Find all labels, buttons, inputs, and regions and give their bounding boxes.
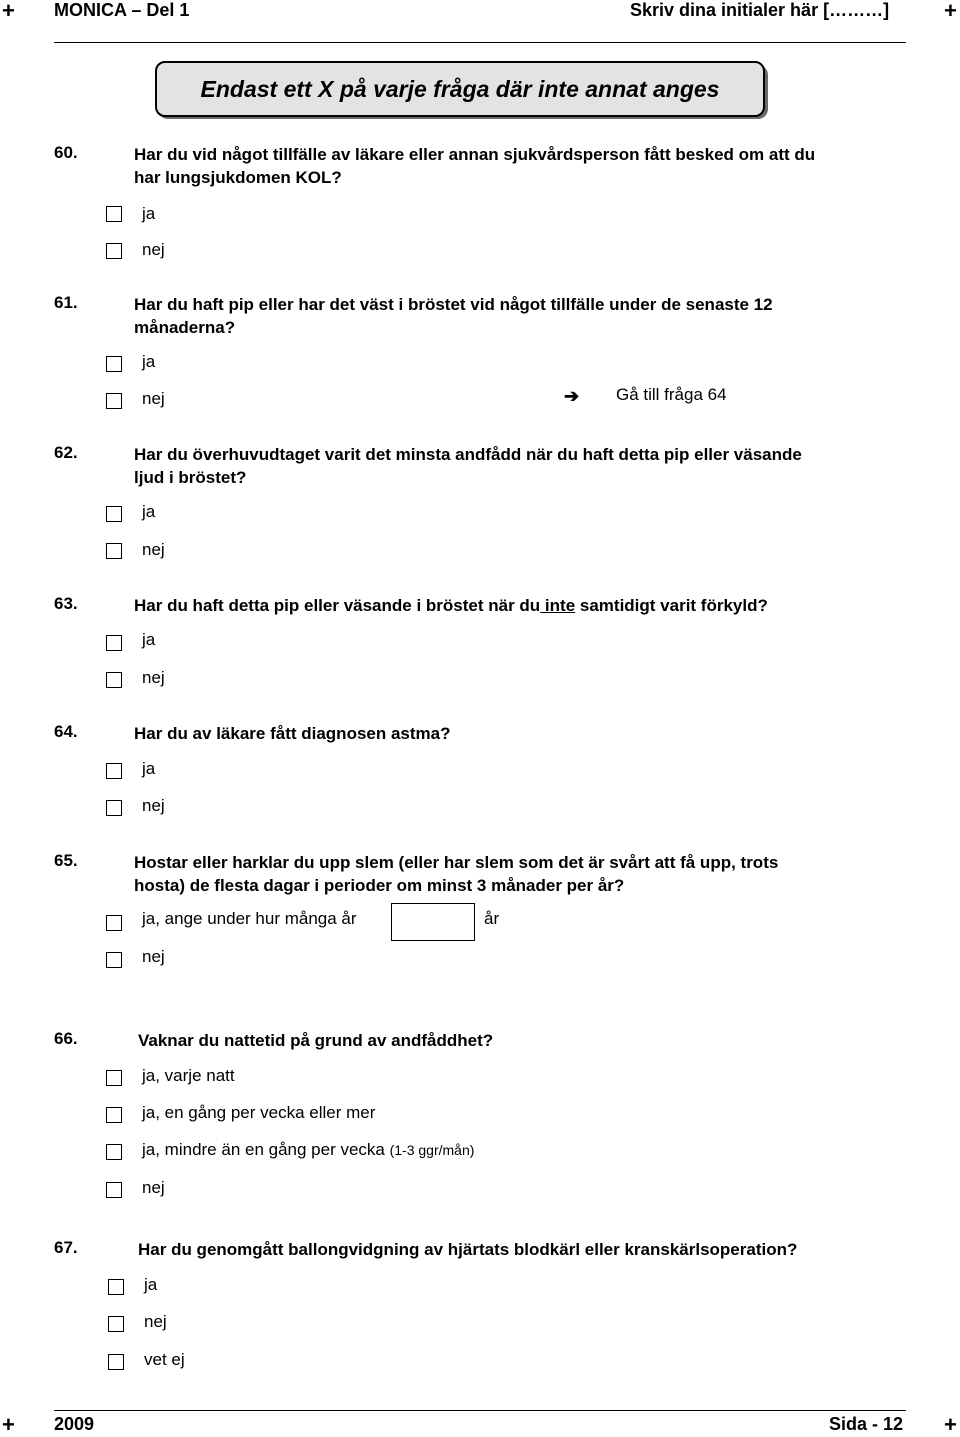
option-label: ja xyxy=(142,759,156,778)
checkbox-ja[interactable] xyxy=(106,356,122,372)
option-label: nej xyxy=(142,947,165,966)
initials-prompt: Skriv dina initialer här [………] xyxy=(630,0,890,20)
option-label: nej xyxy=(142,540,165,559)
checkbox-nej[interactable] xyxy=(108,1316,124,1332)
checkbox-nej[interactable] xyxy=(106,243,122,259)
option-label: nej xyxy=(142,668,165,687)
checkbox-ja[interactable] xyxy=(106,915,122,931)
question-line: Har du haft pip eller har det väst i bröstet vid något tillfälle under de senaste 12 xyxy=(134,295,773,314)
option-label: ja xyxy=(142,502,156,521)
registration-mark: + xyxy=(2,0,15,23)
form-title: MONICA – Del 1 xyxy=(54,0,190,20)
checkbox-ja-mindre[interactable] xyxy=(106,1144,122,1160)
checkbox-ja[interactable] xyxy=(108,1279,124,1295)
instruction-banner: Endast ett X på varje fråga där inte annat anges xyxy=(155,61,765,117)
checkbox-ja[interactable] xyxy=(106,635,122,651)
unit-label: år xyxy=(484,909,500,928)
option-suffix: (1-3 ggr/mån) xyxy=(389,1142,475,1158)
header-divider xyxy=(54,42,906,43)
registration-mark: + xyxy=(944,0,957,23)
option-label xyxy=(142,1140,474,1160)
registration-mark: + xyxy=(2,1412,15,1437)
option-label: nej xyxy=(144,1312,167,1331)
skip-instruction: Gå till fråga 64 xyxy=(616,385,727,404)
question-text xyxy=(134,594,894,617)
question-number: 63. xyxy=(54,594,78,613)
option-label: ja, en gång per vecka eller mer xyxy=(142,1103,376,1122)
question-line: månaderna? xyxy=(134,318,236,337)
question-text: Har du genomgått ballongvidgning av hjärtats blodkärl eller kranskärlsoperation? xyxy=(138,1240,798,1259)
question-number: 65. xyxy=(54,851,78,870)
question-text-part: Har du haft detta pip eller väsande i bröstet när du xyxy=(134,596,541,615)
registration-mark: + xyxy=(944,1412,957,1437)
checkbox-nej[interactable] xyxy=(106,543,122,559)
checkbox-ja-per-vecka[interactable] xyxy=(106,1107,122,1123)
checkbox-nej[interactable] xyxy=(106,393,122,409)
question-text xyxy=(134,293,894,339)
checkbox-nej[interactable] xyxy=(106,800,122,816)
question-text xyxy=(134,443,894,489)
question-number: 60. xyxy=(54,143,78,162)
question-line: hosta) de flesta dagar i perioder om minst 3 månader per år? xyxy=(134,876,625,895)
question-text: Har du av läkare fått diagnosen astma? xyxy=(134,724,451,743)
checkbox-nej[interactable] xyxy=(106,952,122,968)
checkbox-nej[interactable] xyxy=(106,1182,122,1198)
option-label: ja xyxy=(142,204,156,223)
question-line: Har du överhuvudtaget varit det minsta andfådd när du haft detta pip eller väsande xyxy=(134,445,802,464)
question-line: Har du vid något tillfälle av läkare eller annan sjukvårdsperson fått besked om att du xyxy=(134,145,816,164)
question-line: ljud i bröstet? xyxy=(134,468,247,487)
option-label: ja xyxy=(144,1275,158,1294)
option-label: nej xyxy=(142,796,165,815)
question-text: Vaknar du nattetid på grund av andfåddhet? xyxy=(138,1031,494,1050)
page-number: Sida - 12 xyxy=(829,1414,904,1434)
footer-year: 2009 xyxy=(54,1414,95,1434)
checkbox-vet-ej[interactable] xyxy=(108,1354,124,1370)
option-label: nej xyxy=(142,389,165,408)
question-number: 62. xyxy=(54,443,78,462)
option-text: ja, mindre än en gång per vecka xyxy=(142,1140,385,1159)
checkbox-ja[interactable] xyxy=(106,506,122,522)
checkbox-nej[interactable] xyxy=(106,672,122,688)
checkbox-ja[interactable] xyxy=(106,206,122,222)
question-emphasis: inte xyxy=(540,596,576,615)
option-label: ja xyxy=(142,630,156,649)
footer-divider xyxy=(54,1410,906,1411)
question-line: Hostar eller harklar du upp slem (eller har slem som det är svårt att få upp, trots xyxy=(134,853,779,872)
question-text xyxy=(134,143,894,189)
option-label: vet ej xyxy=(144,1350,185,1369)
option-label: ja, ange under hur många år xyxy=(142,909,357,928)
question-number: 66. xyxy=(54,1029,78,1048)
checkbox-ja-varje-natt[interactable] xyxy=(106,1070,122,1086)
option-label: ja xyxy=(142,352,156,371)
question-text-part: samtidigt varit förkyld? xyxy=(575,596,768,615)
question-number: 61. xyxy=(54,293,78,312)
option-label: ja, varje natt xyxy=(142,1066,235,1085)
option-label: nej xyxy=(142,240,165,259)
years-input[interactable] xyxy=(391,903,475,941)
question-number: 67. xyxy=(54,1238,78,1257)
arrow-right-icon: ➔ xyxy=(564,386,580,406)
question-text xyxy=(134,851,894,897)
question-number: 64. xyxy=(54,722,78,741)
option-label: nej xyxy=(142,1178,165,1197)
question-line: har lungsjukdomen KOL? xyxy=(134,168,342,187)
checkbox-ja[interactable] xyxy=(106,763,122,779)
